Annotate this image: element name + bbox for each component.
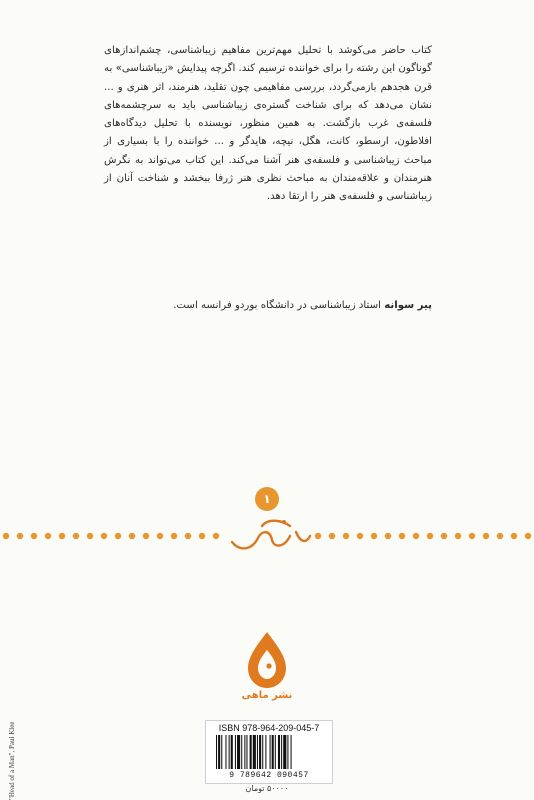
barcode-bar bbox=[229, 735, 230, 769]
barcode-bar bbox=[259, 735, 261, 769]
barcode-bar bbox=[275, 735, 276, 769]
barcode-digits: 9 789642 090457 bbox=[229, 771, 309, 780]
fish-drop-logo-icon bbox=[242, 630, 292, 692]
barcode-bar bbox=[262, 735, 263, 769]
barcode-bar bbox=[250, 735, 252, 769]
barcode-bar bbox=[225, 735, 226, 769]
barcode-bar bbox=[235, 735, 236, 769]
barcode-bar bbox=[291, 735, 292, 769]
barcode-bar bbox=[278, 735, 280, 769]
barcode-bar bbox=[287, 735, 288, 769]
barcode-bar bbox=[253, 735, 256, 769]
cover-art-credit: "Head of a Man", Paul Klee bbox=[8, 721, 16, 800]
blurb-text bbox=[104, 42, 432, 207]
barcode-box bbox=[205, 720, 333, 784]
blurb-paragraph: کتاب حاضر می‌کوشد با تحلیل مهم‌ترین مفاهیم زیباشناسی، چشم‌اندازهای گوناگون این رشته را برای خواننده ترسیم کند. اگرچه پیدایش «زیباشناسی» به قرن هجدهم بازمی‌گردد، بررسی مفاهیمی چون تقلید، هنرمند، اثر هنری و ... نشان می‌دهد که برای شناخت گستره‌ی زیباشناسی باید به سرچشمه‌های فلسفه‌ی غرب بازگشت. به همین منظور، نویسنده با تحلیل دیدگاه‌های افلاطون، ارسطو، کانت، هگل، نیچه، هایدگر و ... خواننده را با بسیاری از مباحث زیباشناسی و فلسفه‌ی هنر آشنا می‌کند. این کتاب می‌تواند به نگرش هنرمندان و علاقه‌مندان به مباحث نظری هنر ژرفا ببخشد و شناخت آنان از زیباشناسی و فلسفه‌ی هنر را ارتقا دهد. bbox=[104, 45, 432, 203]
author-line bbox=[104, 297, 432, 315]
author-description: استاد زیباشناسی در دانشگاه بوردو فرانسه است. bbox=[173, 300, 385, 311]
barcode-bar bbox=[241, 735, 242, 769]
barcode-bar bbox=[221, 735, 222, 769]
series-calligraphy-logo bbox=[232, 521, 310, 549]
barcode-bar bbox=[231, 735, 233, 769]
publisher-name: نشر ماهی bbox=[241, 690, 293, 701]
series-dots-decoration bbox=[0, 512, 534, 560]
barcode-bar bbox=[283, 735, 286, 769]
barcode-bar bbox=[237, 735, 240, 769]
barcode-bar bbox=[272, 735, 274, 769]
barcode-bar bbox=[244, 735, 245, 769]
barcode-graphic bbox=[214, 735, 324, 771]
barcode-bar bbox=[246, 735, 247, 769]
barcode-bar bbox=[216, 735, 217, 769]
barcode-bar bbox=[270, 735, 271, 769]
series-band bbox=[0, 512, 534, 560]
barcode-bar bbox=[265, 735, 266, 769]
barcode-bar bbox=[281, 735, 282, 769]
series-number-badge: ۱ bbox=[255, 487, 279, 511]
barcode-bar bbox=[257, 735, 258, 769]
price-text: ۵۰۰۰۰ تومان bbox=[245, 784, 289, 793]
isbn-text: ISBN 978-964-209-045-7 bbox=[218, 723, 320, 733]
publisher-logo bbox=[242, 630, 292, 692]
barcode-bar bbox=[218, 735, 220, 769]
author-name: پیر سوانه bbox=[384, 300, 432, 311]
